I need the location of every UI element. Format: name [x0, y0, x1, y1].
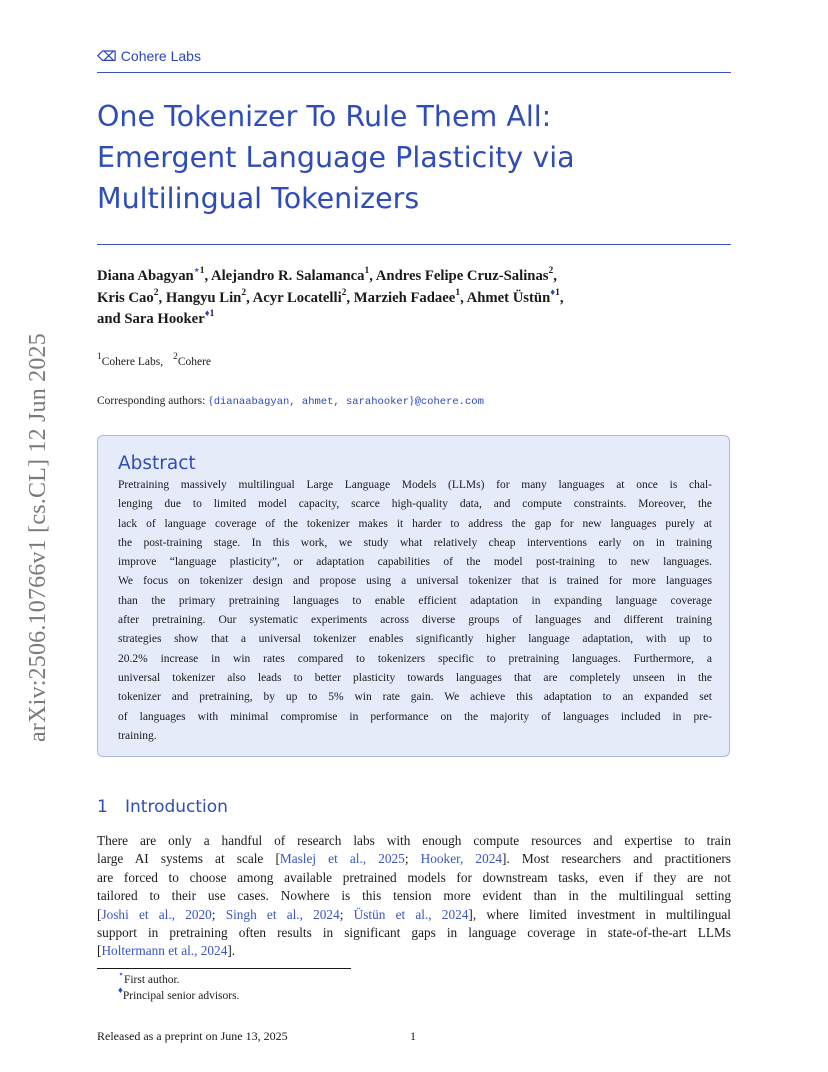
- abstract-line: lack of language coverage of the tokenizer makes it harder to address the gap for new languages purely at: [118, 517, 712, 530]
- corresponding-authors: Corresponding authors: {dianaabagyan, ahmet, sarahooker}@cohere.com: [97, 395, 484, 408]
- abstract-line: of languages with minimal compromise in performance on the majority of languages included in pre-: [118, 710, 712, 723]
- author-affiliation-mark: 1: [455, 287, 461, 298]
- author-name: Diana Abagyan: [97, 268, 194, 284]
- footnote: ⋆First author.: [118, 970, 180, 986]
- paper-title: [97, 96, 731, 219]
- abstract-line: improve “language plasticity”, or adaptation capabilities of the model post-training to new languages.: [118, 556, 712, 569]
- paragraph-line: [Holtermann et al., 2024].: [97, 943, 236, 959]
- footnotes: [118, 972, 239, 1004]
- citation-link[interactable]: Singh et al., 2024: [225, 906, 340, 922]
- abstract-line: Pretraining massively multilingual Large Language Models (LLMs) for many languages at once is chal-: [118, 479, 712, 491]
- paragraph-line: [Joshi et al., 2020; Singh et al., 2024; Üstün et al., 2024], where limited investment in multilingual: [97, 906, 731, 922]
- cohere-logo-icon: ⌫: [97, 48, 117, 64]
- abstract-line: than the primary pretraining languages to enable efficient adaptation in expanding language coverage: [118, 594, 712, 607]
- paragraph-line: There are only a handful of research labs with enough compute resources and expertise to train: [97, 833, 731, 848]
- abstract-line: lenging due to limited model capacity, scarce high-quality data, and compute constraints. Moreover, the: [118, 498, 712, 511]
- abstract-line: 20.2% increase in win rates compared to tokenizers specific to pretraining languages. Furthermore, a: [118, 652, 712, 665]
- diamond-icon: ♦: [550, 287, 556, 298]
- paragraph-line: large AI systems at scale [Maslej et al., 2025; Hooker, 2024]. Most researchers and practitioners: [97, 851, 731, 867]
- email-domain[interactable]: @cohere.com: [414, 396, 484, 408]
- corresponding-email-link[interactable]: dianaabagyan, ahmet, sarahooker: [213, 396, 410, 408]
- arxiv-id: arXiv:2506.10766v1 [cs.CL] 12 Jun 2025: [24, 332, 51, 742]
- paragraph-line: are forced to choose among available pretrained models for downstream tasks, even if they are not: [97, 869, 731, 885]
- section-title: Introduction: [125, 797, 228, 817]
- abstract-line: after pretraining. Our systematic experiments across diverse groups of languages and different training: [118, 614, 712, 627]
- author-name: and Sara Hooker: [97, 311, 205, 327]
- diamond-icon: ♦: [204, 309, 210, 320]
- title-line: Emergent Language Plasticity via: [97, 141, 575, 174]
- release-note: Released as a preprint on June 13, 2025: [97, 1029, 288, 1043]
- citation-link[interactable]: Maslej et al., 2025: [279, 851, 405, 867]
- arxiv-stamp: [16, 302, 60, 772]
- paragraph-line: tailored to their use cases. Nowhere is this tension more evident than in the multilingual setting: [97, 888, 731, 904]
- author-name: , Hangyu Lin: [158, 289, 242, 306]
- author-name: , Ahmet Üstün: [460, 289, 551, 306]
- author-name: , Marzieh Fadaee: [346, 289, 456, 306]
- affiliation-name: Cohere Labs,: [101, 356, 164, 368]
- author-line: [97, 309, 737, 331]
- abstract-heading: Abstract: [118, 453, 196, 474]
- author-affiliation-mark: 1: [364, 266, 370, 277]
- citation-link[interactable]: Hooker, 2024: [420, 851, 503, 867]
- affiliation-name: Cohere: [177, 356, 212, 368]
- author-list: [97, 266, 737, 331]
- author-name: , Andres Felipe Cruz-Salinas: [369, 268, 549, 284]
- corresponding-label: Corresponding authors:: [97, 395, 209, 407]
- author-name: Kris Cao: [97, 289, 154, 306]
- affiliations: [97, 352, 212, 368]
- footnote-rule: [97, 968, 351, 969]
- title-line: One Tokenizer To Rule Them All:: [97, 100, 552, 133]
- citation-link[interactable]: Üstün et al., 2024: [353, 906, 469, 922]
- star-icon: ⋆: [193, 266, 200, 277]
- citation-link[interactable]: Joshi et al., 2020: [101, 906, 212, 922]
- section-heading-introduction: [97, 797, 228, 817]
- author-affiliation-mark: 2: [241, 287, 247, 298]
- author-name: , Alejandro R. Salamanca: [204, 268, 365, 284]
- author-affiliation-mark: 2: [341, 287, 347, 298]
- abstract-box: [97, 435, 730, 757]
- brand-name: Cohere Labs: [120, 48, 201, 64]
- abstract-line: We focus on tokenizer design and propose using a universal tokenizer that is trained for more languages: [118, 575, 712, 588]
- introduction-paragraph: [97, 832, 731, 961]
- diamond-icon: ♦: [118, 986, 123, 997]
- abstract-line: strategies show that a universal tokenizer enables significantly higher language adaptation, with up to: [118, 633, 712, 646]
- abstract-text: [118, 476, 712, 746]
- title-rule: [97, 244, 731, 245]
- page-number: 1: [410, 1029, 416, 1043]
- author-affiliation-mark: 2: [548, 266, 554, 277]
- header-rule: [97, 72, 731, 73]
- author-name: , Acyr Locatelli: [246, 289, 342, 306]
- brand-header: [97, 48, 201, 64]
- citation-link[interactable]: Holtermann et al., 2024: [101, 943, 228, 959]
- footnote: ♦Principal senior advisors.: [118, 986, 240, 1002]
- section-number: 1: [97, 797, 108, 817]
- author-affiliation-mark: ♦1: [550, 287, 560, 298]
- affiliation-number: 2: [173, 352, 178, 363]
- author-affiliation-mark: ⋆1: [193, 266, 205, 277]
- author-affiliation-mark: 2: [153, 287, 159, 298]
- star-icon: ⋆: [118, 970, 124, 981]
- abstract-line: universal tokenizer also leads to better plasticity towards languages that are completely unseen in the: [118, 671, 712, 684]
- abstract-line: the post-training stage. In this work, we study what relatively cheap interventions early on in training: [118, 536, 712, 549]
- abstract-line: tokenizer and pretraining, by up to 5% win rate gain. We achieve this adaptation to an expanded set: [118, 691, 712, 704]
- abstract-line: training.: [118, 729, 157, 742]
- author-line: Kris Cao$^2$, Hangyu Lin$^2$, Acyr Locatelli$^2$, Marzieh Fadaee$^1$, Ahmet Üstün$^{♦1}$,: [97, 287, 564, 306]
- author-line: Diana Abagyan$^{⋆1}$, Alejandro R. Salamanca$^1$, Andres Felipe Cruz-Salinas$^2$,: [97, 266, 557, 284]
- paragraph-line: support in pretraining often results in significant gaps in language coverage in state-of-the-art LLMs: [97, 925, 731, 941]
- title-line: Multilingual Tokenizers: [97, 182, 420, 215]
- affiliation-number: 1: [97, 352, 102, 363]
- author-affiliation-mark: ♦1: [204, 309, 215, 320]
